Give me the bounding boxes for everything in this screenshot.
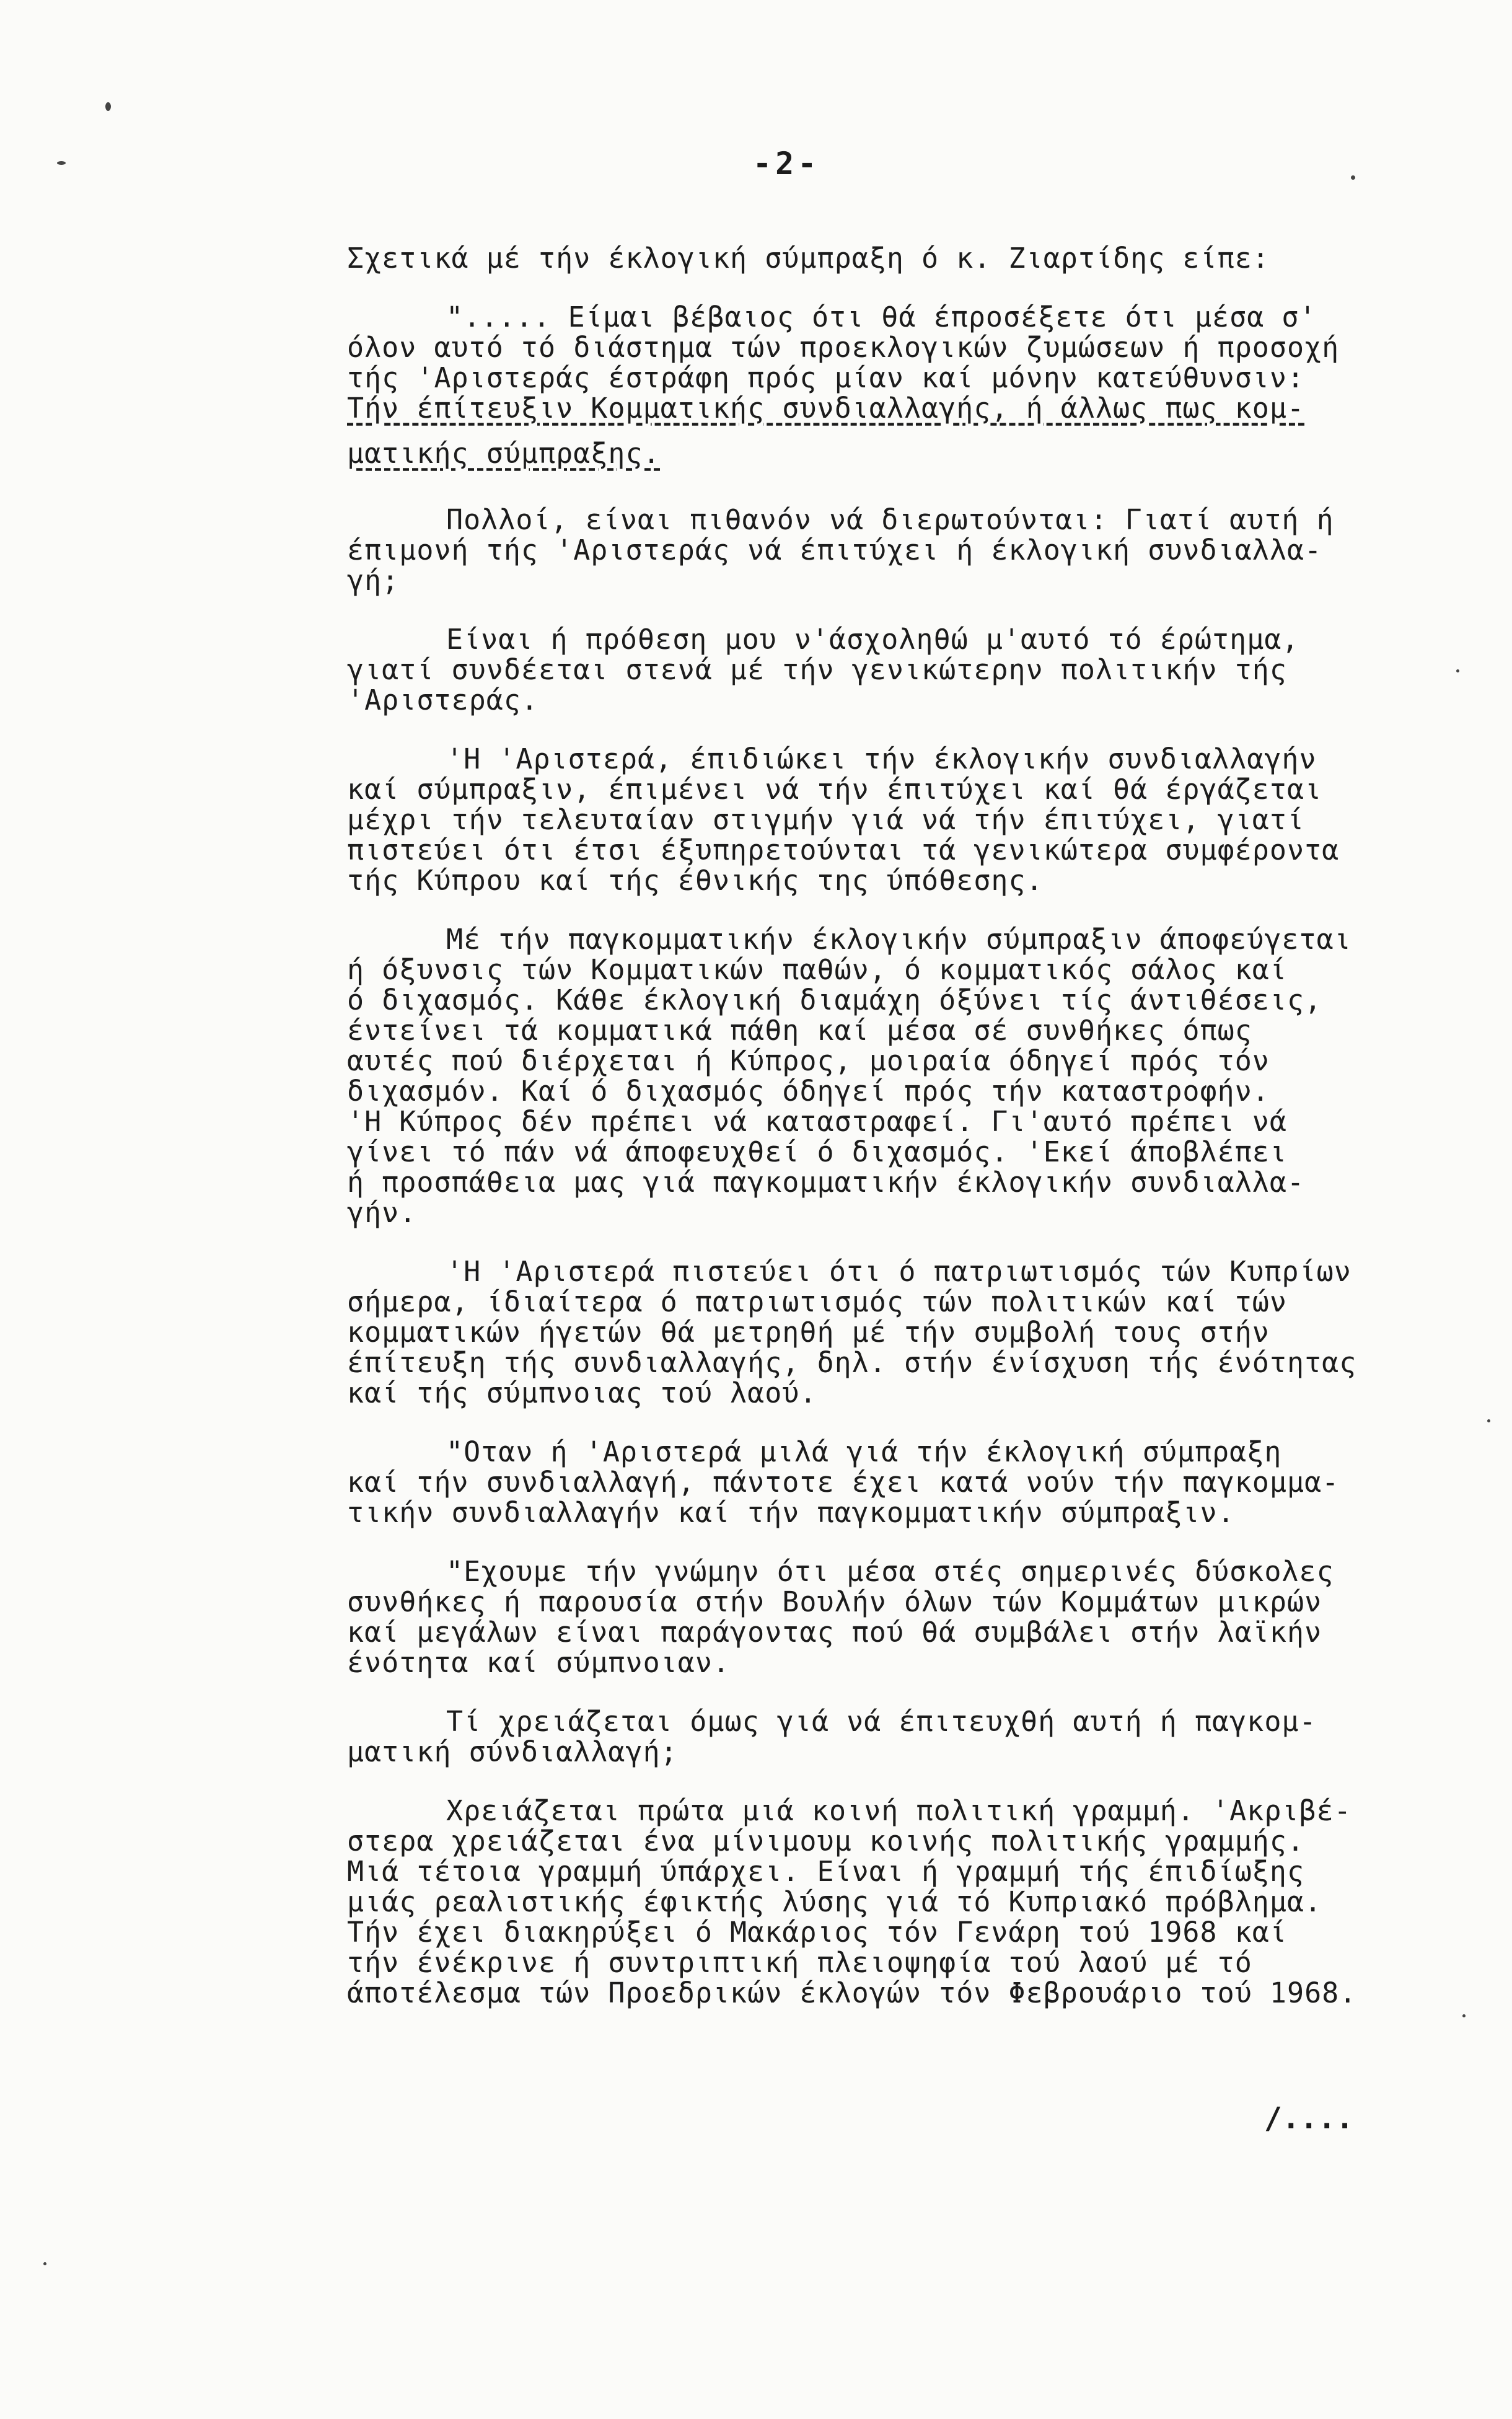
text-line: "Οταν ή 'Αριστερά μιλά γιά τήν έκλογική σύμπραξη: [446, 1435, 1282, 1468]
ink-speck: [1351, 175, 1355, 180]
text-line: καί τήν συνδιαλλαγή, πάντοτε έχει κατά νούν τήν παγκομμα-: [347, 1466, 1340, 1499]
text-line: Τί χρειάζεται όμως γιά νά έπιτευχθή αυτή ή παγκομ-: [446, 1705, 1317, 1738]
text-line: έπίτευξη τής συνδιαλλαγής, δηλ. στήν ένίσχυση τής ένότητας: [347, 1346, 1357, 1379]
text-line: καί τής σύμπνοιας τού λαού.: [347, 1377, 817, 1409]
text-line: ματική σύνδιαλλαγή;: [347, 1735, 678, 1768]
text-line: τικήν συνδιαλλαγήν καί τήν παγκομματικήν σύμπραξιν.: [347, 1496, 1235, 1529]
text-line: αυτές πού διέρχεται ή Κύπρος, μοιραία όδηγεί πρός τόν: [347, 1044, 1270, 1077]
text-line: σήμερα, ίδιαίτερα ό πατριωτισμός τών πολιτικών καί τών: [347, 1285, 1287, 1318]
text-line: μέχρι τήν τελευταίαν στιγμήν γιά νά τήν έπιτύχει, γιατί: [347, 803, 1305, 836]
text-line: ή όξυνσις τών Κομματικών παθών, ό κομματικός σάλος καί: [347, 953, 1287, 986]
text-line: Πολλοί, είναι πιθανόν νά διερωτούνται: Γιατί αυτή ή: [446, 503, 1334, 536]
text-line: Μέ τήν παγκομματικήν έκλογικήν σύμπραξιν άποφεύγεται: [446, 923, 1352, 956]
text-line: τής 'Αριστεράς έστράφη πρός μίαν καί μόνην κατεύθυνσιν:: [347, 361, 1305, 394]
text-line: μιάς ρεαλιστικής έφικτής λύσης γιά τό Κυπριακό πρόβλημα.: [347, 1885, 1322, 1918]
text-line: γή;: [347, 564, 400, 597]
document-body: [347, 243, 1450, 2008]
text-line: έπιμονή τής 'Αριστεράς νά έπιτύχει ή έκλογική συνδιαλλα-: [347, 534, 1322, 566]
ink-speck: [105, 102, 111, 111]
text-line: κομματικών ήγετών θά μετρηθή μέ τήν συμβολή τους στήν: [347, 1316, 1270, 1349]
text-line: έντείνει τά κομματικά πάθη καί μέσα σέ συνθήκες όπως: [347, 1014, 1252, 1047]
text-line: γήν.: [347, 1196, 417, 1229]
ink-speck: [57, 161, 66, 165]
page-number: -2-: [753, 146, 820, 182]
text-line: Τήν έχει διακηρύξει ό Μακάριος τόν Γενάρη τού 1968 καί: [347, 1916, 1287, 1949]
text-line: διχασμόν. Καί ό διχασμός όδηγεί πρός τήν καταστροφήν.: [347, 1075, 1270, 1108]
underlined-line: Τήν έπίτευξιν Κομματικής συνδιαλλαγής, ή άλλως πως κομ-: [347, 392, 1305, 425]
text-line: ό διχασμός. Κάθε έκλογική διαμάχη όξύνει τίς άντιθέσεις,: [347, 984, 1322, 1016]
text-line: Μιά τέτοια γραμμή ύπάρχει. Είναι ή γραμμή τής έπιδίωξης: [347, 1855, 1305, 1888]
text-line: πιστεύει ότι έτσι έξυπηρετούνται τά γενικώτερα συμφέροντα: [347, 834, 1340, 866]
text-line: 'Η Κύπρος δέν πρέπει νά καταστραφεί. Γι'αυτό πρέπει νά: [347, 1105, 1287, 1138]
continuation-mark: /....: [1264, 2101, 1354, 2136]
text-line: Χρειάζεται πρώτα μιά κοινή πολιτική γραμμή. 'Ακριβέ-: [446, 1794, 1352, 1827]
text-line: Είναι ή πρόθεση μου ν'άσχοληθώ μ'αυτό τό έρώτημα,: [446, 623, 1299, 656]
ink-speck: [43, 2262, 46, 2265]
text-line: ένότητα καί σύμπνοιαν.: [347, 1646, 731, 1679]
ink-speck: [1456, 669, 1459, 672]
text-line: ή προσπάθεια μας γιά παγκομματικήν έκλογικήν συνδιαλλα-: [347, 1166, 1305, 1199]
text-line: όλον αυτό τό διάστημα τών προεκλογικών ζυμώσεων ή προσοχή: [347, 331, 1340, 364]
text-line: Σχετικά μέ τήν έκλογική σύμπραξη ό κ. Ζιαρτίδης είπε:: [347, 242, 1270, 275]
text-line: τής Κύπρου καί τής έθνικής της ύπόθεσης.: [347, 864, 1044, 897]
text-line: γίνει τό πάν νά άποφευχθεί ό διχασμός. 'Εκεί άποβλέπει: [347, 1135, 1287, 1168]
text-line: τήν ένέκρινε ή συντριπτική πλειοψηφία τού λαού μέ τό: [347, 1946, 1252, 1979]
text-line: "Εχουμε τήν γνώμην ότι μέσα στές σημερινές δύσκολες: [446, 1555, 1334, 1588]
text-line: 'Αριστεράς.: [347, 684, 539, 716]
text-line: 'Η 'Αριστερά πιστεύει ότι ό πατριωτισμός τών Κυπρίων: [446, 1255, 1352, 1288]
text-line: 'Η 'Αριστερά, έπιδιώκει τήν έκλογικήν συνδιαλλαγήν: [446, 742, 1317, 775]
text-line: γιατί συνδέεται στενά μέ τήν γενικώτερην πολιτικήν τής: [347, 653, 1287, 686]
text-line: καί μεγάλων είναι παράγοντας πού θά συμβάλει στήν λαϊκήν: [347, 1616, 1322, 1649]
text-line: "..... Είμαι βέβαιος ότι θά έπροσέξετε ότι μέσα σ': [446, 301, 1317, 333]
text-line: στερα χρειάζεται ένα μίνιμουμ κοινής πολιτικής γραμμής.: [347, 1825, 1305, 1857]
text-line: καί σύμπραξιν, έπιμένει νά τήν έπιτύχει καί θά έργάζεται: [347, 773, 1322, 806]
ink-speck: [1487, 1419, 1490, 1422]
underlined-line: ματικής σύμπραξης.: [347, 437, 661, 470]
text-line: άποτέλεσμα τών Προεδρικών έκλογών τόν Φεβρουάριο τού 1968.: [347, 1976, 1357, 2009]
text-line: συνθήκες ή παρουσία στήν Βουλήν όλων τών Κομμάτων μικρών: [347, 1585, 1322, 1618]
ink-speck: [1462, 2014, 1466, 2017]
